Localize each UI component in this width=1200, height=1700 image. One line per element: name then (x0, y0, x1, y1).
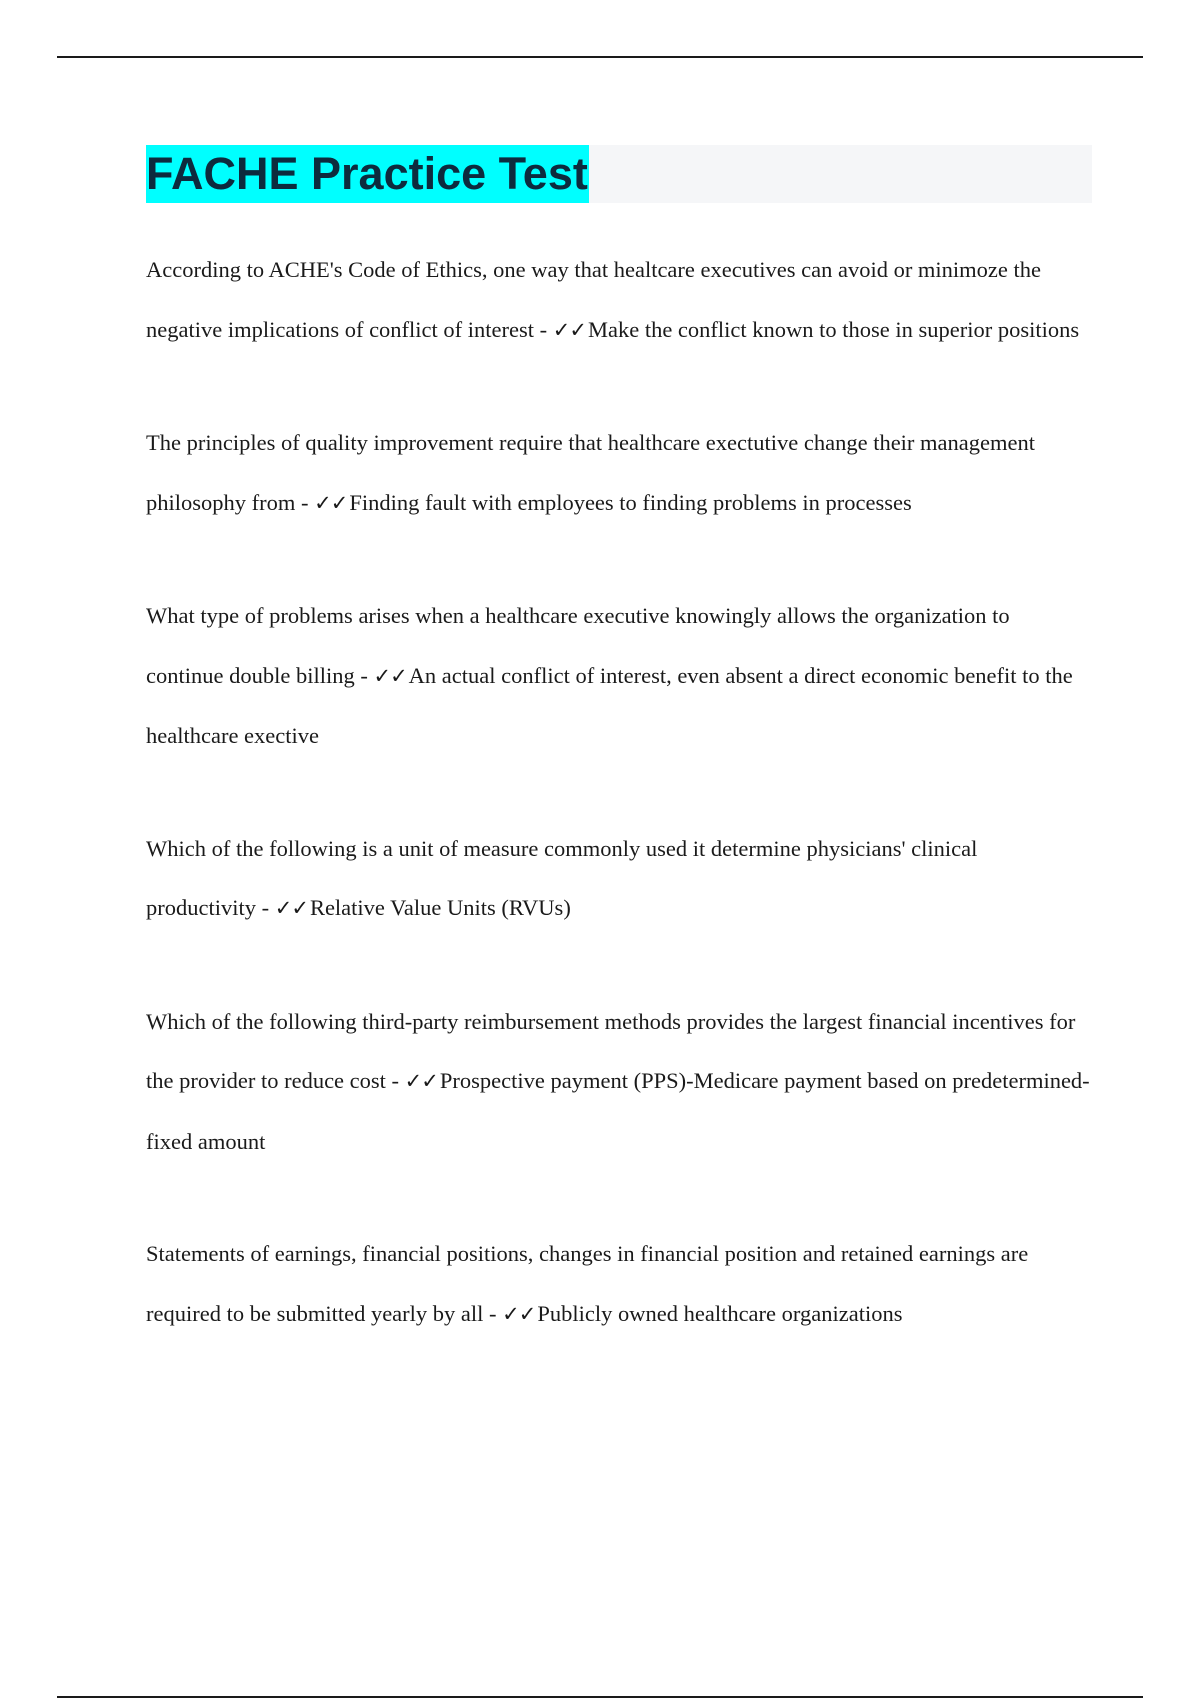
qa-item: Which of the following third-party reimbursement methods provides the largest financial incentives for the provider to reduce cost - ✓✓Prospective payment (PPS)-Medicare payment based on predetermined-fixed amount (146, 1008, 1090, 1154)
qa-item: According to ACHE's Code of Ethics, one way that healtcare executives can avoid or minimoze the negative implications of conflict of interest - ✓✓Make the conflict known to those in superior positions (146, 257, 1080, 342)
check-icon: ✓✓ (502, 1301, 536, 1326)
answer-text: Make the conflict known to those in superior positions (587, 316, 1080, 342)
question-text: According to ACHE's Code of Ethics, one way that healtcare executives can avoid or minimoze the negative implications of conflict of interest (146, 257, 1042, 342)
question-text: Which of the following third-party reimbursement methods provides the largest financial incentives for the provider to reduce cost (146, 1008, 1076, 1093)
check-icon: ✓✓ (274, 896, 308, 920)
title-bar (146, 145, 1092, 203)
page-title: FACHE Practice Test (146, 145, 589, 203)
answer-text: Publicly owned healthcare organizations (537, 1300, 903, 1326)
question-text: What type of problems arises when a healthcare executive knowingly allows the organization to continue double billing (146, 603, 1010, 688)
qa-item: Statements of earnings, financial positions, changes in financial position and retained earnings are required to be submitted yearly by all - ✓✓Publicly owned healthcare organizations (146, 1241, 1029, 1326)
answer-text: An actual conflict of interest, even absent a direct economic benefit to the healthcare exective (146, 662, 1073, 748)
question-text: The principles of quality improvement require that healthcare exectutive change their management philosophy from (146, 430, 1036, 515)
answer-text: Prospective payment (PPS)-Medicare payment based on predetermined-fixed amount (146, 1068, 1090, 1154)
check-icon: ✓✓ (552, 317, 586, 342)
answer-text: Relative Value Units (RVUs) (309, 895, 571, 920)
qa-item: What type of problems arises when a healthcare executive knowingly allows the organization to continue double billing - ✓✓An actual conflict of interest, even absent a direct economic benefit to the healthcare exective (146, 603, 1073, 748)
qa-list (146, 240, 1091, 1397)
check-icon: ✓✓ (373, 663, 407, 688)
qa-item: Which of the following is a unit of measure commonly used it determine physicians' clinical productivity - ✓✓Relative Value Units (RVUs) (146, 835, 978, 920)
qa-item: The principles of quality improvement require that healthcare exectutive change their management philosophy from - ✓✓Finding fault with employees to finding problems in processes (146, 430, 1036, 515)
question-text: Statements of earnings, financial positions, changes in financial position and retained earnings are required to be submitted yearly by all (146, 1241, 1029, 1326)
top-divider (57, 56, 1143, 58)
check-icon: ✓✓ (404, 1069, 438, 1093)
answer-text: Finding fault with employees to finding problems in processes (349, 489, 912, 515)
bottom-divider (57, 1696, 1143, 1698)
check-icon: ✓✓ (314, 490, 348, 515)
question-text: Which of the following is a unit of measure commonly used it determine physicians' clinical productivity (146, 835, 978, 920)
